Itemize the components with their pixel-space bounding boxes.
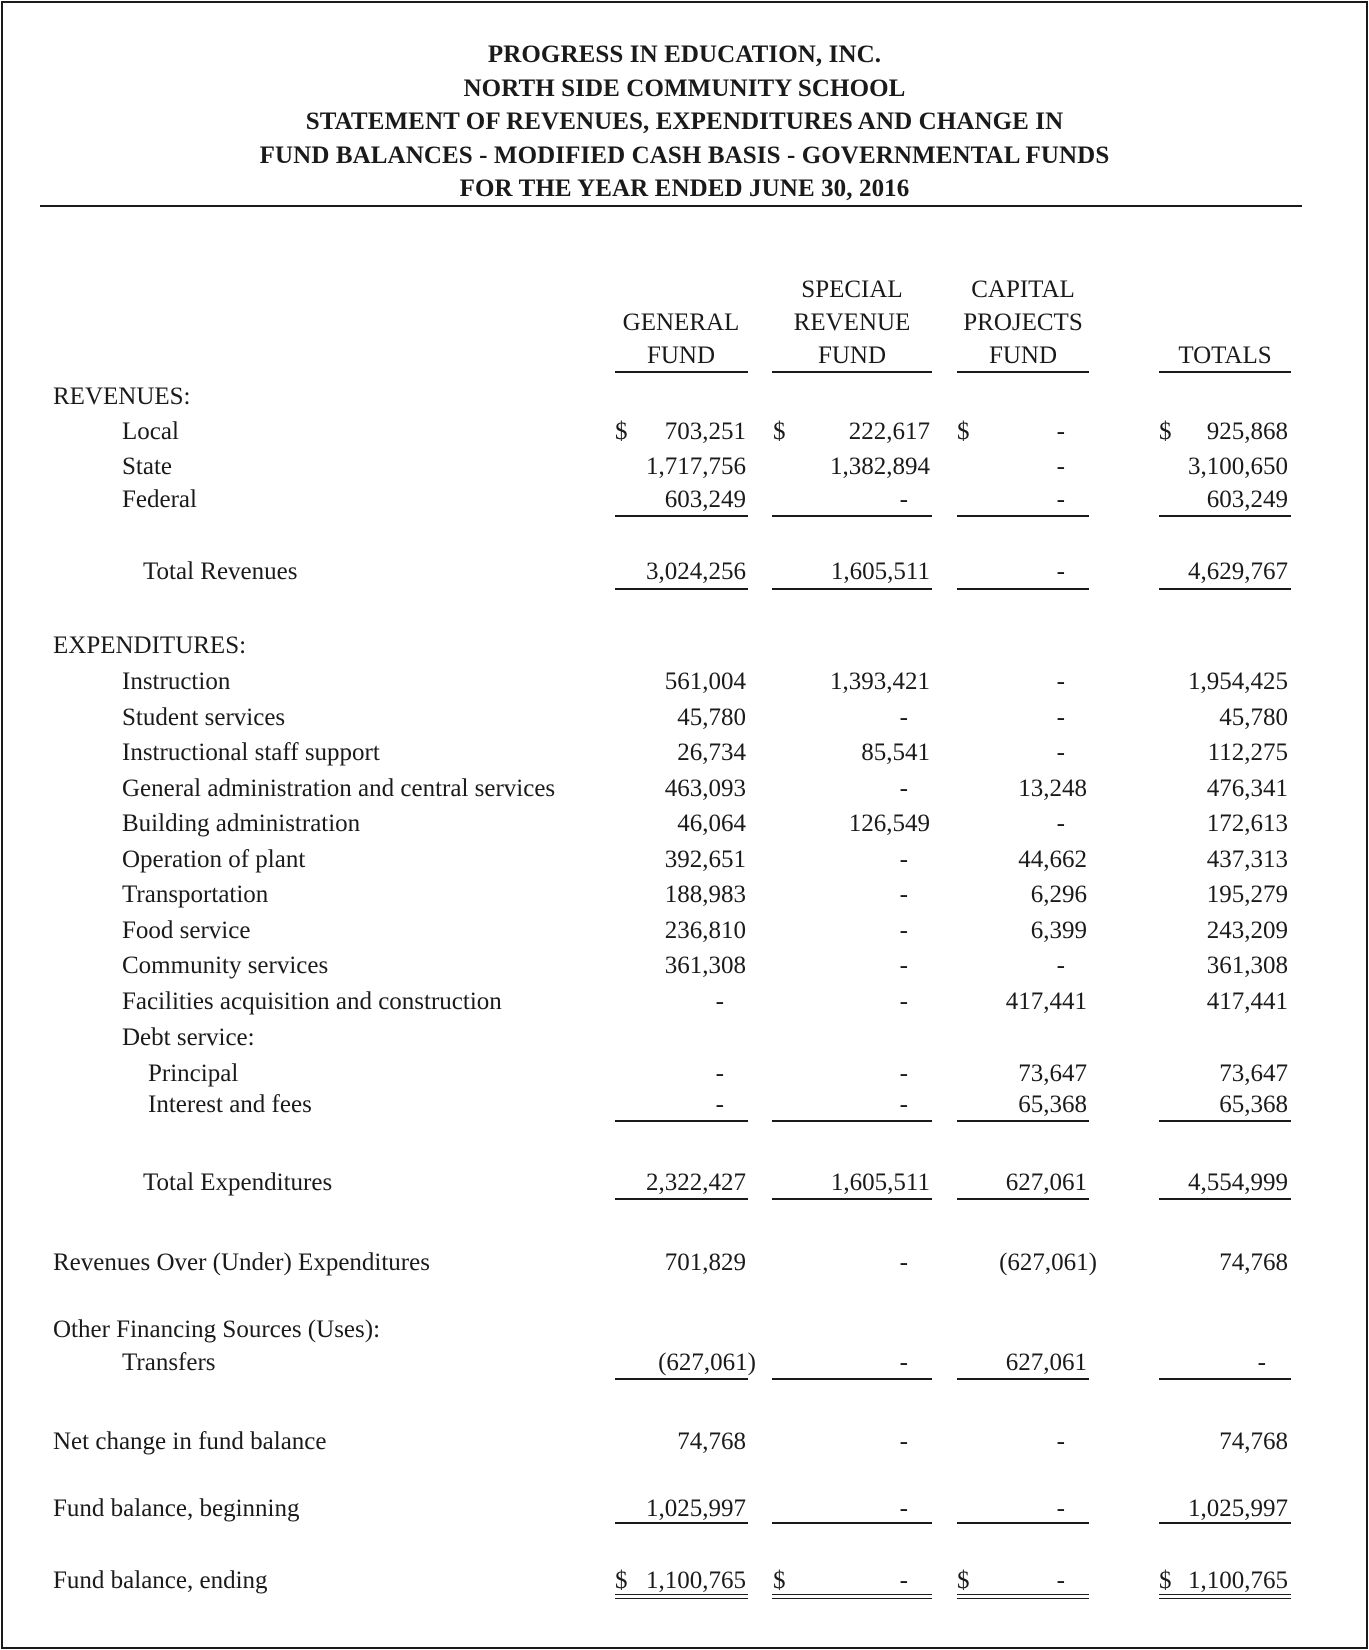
cell-federal-totals: 603,249 xyxy=(1206,486,1288,513)
cell-transportation-totals: 195,279 xyxy=(1206,881,1288,908)
section-debt-service: Debt service: xyxy=(122,1024,255,1051)
underline-totalexp-totals xyxy=(1159,1198,1291,1200)
school-name: NORTH SIDE COMMUNITY SCHOOL xyxy=(463,75,906,102)
cell-instructional-staff-special: 85,541 xyxy=(861,739,930,766)
underline-totalrev-general xyxy=(615,588,748,590)
underline-totalexp-special xyxy=(772,1198,932,1200)
cell-instruction-general: 561,004 xyxy=(664,668,746,695)
cell-fb-ending-capital: - xyxy=(1056,1567,1065,1594)
underline-totalexp-capital xyxy=(957,1198,1089,1200)
col-totals-underline xyxy=(1159,371,1291,373)
row-label-total-expenditures: Total Expenditures xyxy=(143,1169,333,1196)
cell-transfers-general: (627,061) xyxy=(658,1349,756,1376)
cell-community-services-capital: - xyxy=(1056,952,1065,979)
cell-total-revenues-general: 3,024,256 xyxy=(646,558,746,585)
cell-state-special: 1,382,894 xyxy=(830,453,930,480)
cell-transportation-general: 188,983 xyxy=(664,881,746,908)
row-label-instruction: Instruction xyxy=(122,668,231,695)
cell-general-admin-totals: 476,341 xyxy=(1206,775,1288,802)
statement-title-line1: STATEMENT OF REVENUES, EXPENDITURES AND CHANGE IN xyxy=(305,108,1064,135)
double-underline-ending-totals xyxy=(1159,1594,1291,1599)
cell-total-expenditures-totals: 4,554,999 xyxy=(1188,1169,1288,1196)
cell-fb-beginning-totals: 1,025,997 xyxy=(1188,1495,1288,1522)
row-label-transportation: Transportation xyxy=(122,881,269,908)
cell-total-revenues-capital: - xyxy=(1056,558,1065,585)
col-capital-line3: FUND xyxy=(988,342,1058,369)
cell-community-services-totals: 361,308 xyxy=(1206,952,1288,979)
cell-principal-general: - xyxy=(715,1060,724,1087)
underline-totalrev-totals xyxy=(1159,588,1291,590)
col-special-line3: FUND xyxy=(817,342,887,369)
col-capital-line1: CAPITAL xyxy=(971,276,1075,303)
row-label-net-change: Net change in fund balance xyxy=(53,1428,327,1455)
cell-student-services-special: - xyxy=(899,704,908,731)
cell-transportation-capital: 6,296 xyxy=(1030,881,1087,908)
cell-total-revenues-totals: 4,629,767 xyxy=(1188,558,1288,585)
col-general-line1: GENERAL xyxy=(622,309,740,336)
cell-student-services-general: 45,780 xyxy=(677,704,746,731)
row-label-interest: Interest and fees xyxy=(148,1091,312,1118)
cell-instruction-special: 1,393,421 xyxy=(830,668,930,695)
underline-totalrev-capital xyxy=(957,588,1089,590)
cell-operation-plant-special: - xyxy=(899,846,908,873)
underline-transfers-special xyxy=(772,1378,932,1380)
dollar-sign-local-general: $ xyxy=(615,418,628,445)
row-label-food-service: Food service xyxy=(122,917,251,944)
cell-transportation-special: - xyxy=(899,881,908,908)
cell-net-change-capital: - xyxy=(1056,1428,1065,1455)
row-label-fb-ending: Fund balance, ending xyxy=(53,1567,268,1594)
dollar-sign-ending-capital: $ xyxy=(957,1567,970,1594)
cell-rev-over-exp-totals: 74,768 xyxy=(1219,1249,1288,1276)
cell-building-admin-special: 126,549 xyxy=(848,810,930,837)
row-label-transfers: Transfers xyxy=(122,1349,216,1376)
cell-principal-special: - xyxy=(899,1060,908,1087)
row-label-principal: Principal xyxy=(148,1060,239,1087)
row-label-operation-plant: Operation of plant xyxy=(122,846,306,873)
col-special-line2: REVENUE xyxy=(793,309,911,336)
cell-food-service-general: 236,810 xyxy=(664,917,746,944)
cell-local-special: 222,617 xyxy=(848,418,930,445)
underline-federal-general xyxy=(615,515,748,517)
row-label-general-admin: General administration and central services xyxy=(122,775,556,802)
cell-local-totals: 925,868 xyxy=(1206,418,1288,445)
double-underline-ending-capital xyxy=(957,1594,1089,1599)
cell-food-service-special: - xyxy=(899,917,908,944)
cell-fb-beginning-special: - xyxy=(899,1495,908,1522)
cell-food-service-totals: 243,209 xyxy=(1206,917,1288,944)
dollar-sign-ending-totals: $ xyxy=(1159,1567,1172,1594)
cell-net-change-totals: 74,768 xyxy=(1219,1428,1288,1455)
underline-beginning-general xyxy=(615,1522,748,1524)
cell-instructional-staff-totals: 112,275 xyxy=(1207,739,1288,766)
row-label-state: State xyxy=(122,453,172,480)
col-capital-underline xyxy=(957,371,1089,373)
cell-net-change-general: 74,768 xyxy=(677,1428,746,1455)
cell-total-revenues-special: 1,605,511 xyxy=(830,558,930,585)
underline-beginning-totals xyxy=(1159,1522,1291,1524)
cell-facilities-capital: 417,441 xyxy=(1005,988,1087,1015)
cell-transfers-totals: - xyxy=(1257,1349,1266,1376)
underline-federal-special xyxy=(772,515,932,517)
cell-student-services-totals: 45,780 xyxy=(1219,704,1288,731)
header-rule xyxy=(40,205,1302,207)
cell-rev-over-exp-special: - xyxy=(899,1249,908,1276)
col-special-underline xyxy=(772,371,932,373)
company-name: PROGRESS IN EDUCATION, INC. xyxy=(487,41,882,68)
cell-fb-beginning-general: 1,025,997 xyxy=(646,1495,746,1522)
cell-principal-capital: 73,647 xyxy=(1018,1060,1087,1087)
cell-federal-special: - xyxy=(899,486,908,513)
col-totals: TOTALS xyxy=(1178,342,1272,369)
cell-fb-ending-special: - xyxy=(899,1567,908,1594)
cell-instruction-capital: - xyxy=(1056,668,1065,695)
cell-building-admin-totals: 172,613 xyxy=(1206,810,1288,837)
row-label-community-services: Community services xyxy=(122,952,329,979)
cell-state-totals: 3,100,650 xyxy=(1188,453,1288,480)
cell-transfers-special: - xyxy=(899,1349,908,1376)
underline-interest-general xyxy=(615,1120,748,1122)
row-label-instructional-staff: Instructional staff support xyxy=(122,739,380,766)
dollar-sign-ending-general: $ xyxy=(615,1567,628,1594)
cell-facilities-special: - xyxy=(899,988,908,1015)
cell-food-service-capital: 6,399 xyxy=(1030,917,1087,944)
row-label-fb-beginning: Fund balance, beginning xyxy=(53,1495,300,1522)
cell-facilities-general: - xyxy=(715,988,724,1015)
dollar-sign-local-totals: $ xyxy=(1159,418,1172,445)
section-other-financing: Other Financing Sources (Uses): xyxy=(53,1316,381,1343)
underline-totalrev-special xyxy=(772,588,932,590)
cell-interest-special: - xyxy=(899,1091,908,1118)
row-label-student-services: Student services xyxy=(122,704,286,731)
underline-interest-capital xyxy=(957,1120,1089,1122)
cell-fb-beginning-capital: - xyxy=(1056,1495,1065,1522)
col-special-line1: SPECIAL xyxy=(801,276,903,303)
cell-federal-capital: - xyxy=(1056,486,1065,513)
row-label-rev-over-exp: Revenues Over (Under) Expenditures xyxy=(53,1249,430,1276)
row-label-local: Local xyxy=(122,418,179,445)
cell-instruction-totals: 1,954,425 xyxy=(1188,668,1288,695)
statement-title-line2: FUND BALANCES - MODIFIED CASH BASIS - GOVERNMENTAL FUNDS xyxy=(259,142,1110,169)
cell-total-expenditures-capital: 627,061 xyxy=(1005,1169,1087,1196)
cell-community-services-special: - xyxy=(899,952,908,979)
section-revenues: REVENUES: xyxy=(53,383,191,410)
underline-transfers-totals xyxy=(1159,1378,1291,1380)
cell-general-admin-special: - xyxy=(899,775,908,802)
col-general-underline xyxy=(615,371,748,373)
cell-rev-over-exp-general: 701,829 xyxy=(664,1249,746,1276)
col-general-line2: FUND xyxy=(646,342,716,369)
cell-total-expenditures-special: 1,605,511 xyxy=(830,1169,930,1196)
cell-community-services-general: 361,308 xyxy=(664,952,746,979)
cell-local-capital: - xyxy=(1056,418,1065,445)
double-underline-ending-general xyxy=(615,1594,748,1599)
cell-building-admin-capital: - xyxy=(1056,810,1065,837)
cell-principal-totals: 73,647 xyxy=(1219,1060,1288,1087)
cell-total-expenditures-general: 2,322,427 xyxy=(646,1169,746,1196)
row-label-federal: Federal xyxy=(122,486,197,513)
double-underline-ending-special xyxy=(772,1594,932,1599)
underline-beginning-capital xyxy=(957,1522,1089,1524)
underline-federal-capital xyxy=(957,515,1089,517)
section-expenditures: EXPENDITURES: xyxy=(53,632,247,659)
cell-net-change-special: - xyxy=(899,1428,908,1455)
cell-instructional-staff-capital: - xyxy=(1056,739,1065,766)
cell-state-capital: - xyxy=(1056,453,1065,480)
cell-state-general: 1,717,756 xyxy=(646,453,746,480)
underline-totalexp-general xyxy=(615,1198,748,1200)
underline-transfers-capital xyxy=(957,1378,1089,1380)
underline-interest-totals xyxy=(1159,1120,1291,1122)
underline-beginning-special xyxy=(772,1522,932,1524)
dollar-sign-local-capital: $ xyxy=(957,418,970,445)
cell-local-general: 703,251 xyxy=(664,418,746,445)
underline-interest-special xyxy=(772,1120,932,1122)
cell-instructional-staff-general: 26,734 xyxy=(677,739,746,766)
row-label-building-admin: Building administration xyxy=(122,810,361,837)
row-label-total-revenues: Total Revenues xyxy=(143,558,298,585)
cell-fb-ending-general: 1,100,765 xyxy=(646,1567,746,1594)
cell-interest-totals: 65,368 xyxy=(1219,1091,1288,1118)
cell-student-services-capital: - xyxy=(1056,704,1065,731)
cell-general-admin-general: 463,093 xyxy=(664,775,746,802)
cell-rev-over-exp-capital: (627,061) xyxy=(999,1249,1097,1276)
cell-federal-general: 603,249 xyxy=(664,486,746,513)
cell-transfers-capital: 627,061 xyxy=(1005,1349,1087,1376)
cell-fb-ending-totals: 1,100,765 xyxy=(1188,1567,1288,1594)
cell-interest-capital: 65,368 xyxy=(1018,1091,1087,1118)
cell-facilities-totals: 417,441 xyxy=(1206,988,1288,1015)
cell-building-admin-general: 46,064 xyxy=(677,810,746,837)
cell-interest-general: - xyxy=(715,1091,724,1118)
dollar-sign-ending-special: $ xyxy=(773,1567,786,1594)
cell-operation-plant-capital: 44,662 xyxy=(1018,846,1087,873)
col-capital-line2: PROJECTS xyxy=(963,309,1083,336)
row-label-facilities: Facilities acquisition and construction xyxy=(122,988,502,1015)
cell-operation-plant-totals: 437,313 xyxy=(1206,846,1288,873)
underline-transfers-general xyxy=(615,1378,748,1380)
cell-operation-plant-general: 392,651 xyxy=(664,846,746,873)
period-title: FOR THE YEAR ENDED JUNE 30, 2016 xyxy=(459,175,910,202)
underline-federal-totals xyxy=(1159,515,1291,517)
dollar-sign-local-special: $ xyxy=(773,418,786,445)
cell-general-admin-capital: 13,248 xyxy=(1018,775,1087,802)
